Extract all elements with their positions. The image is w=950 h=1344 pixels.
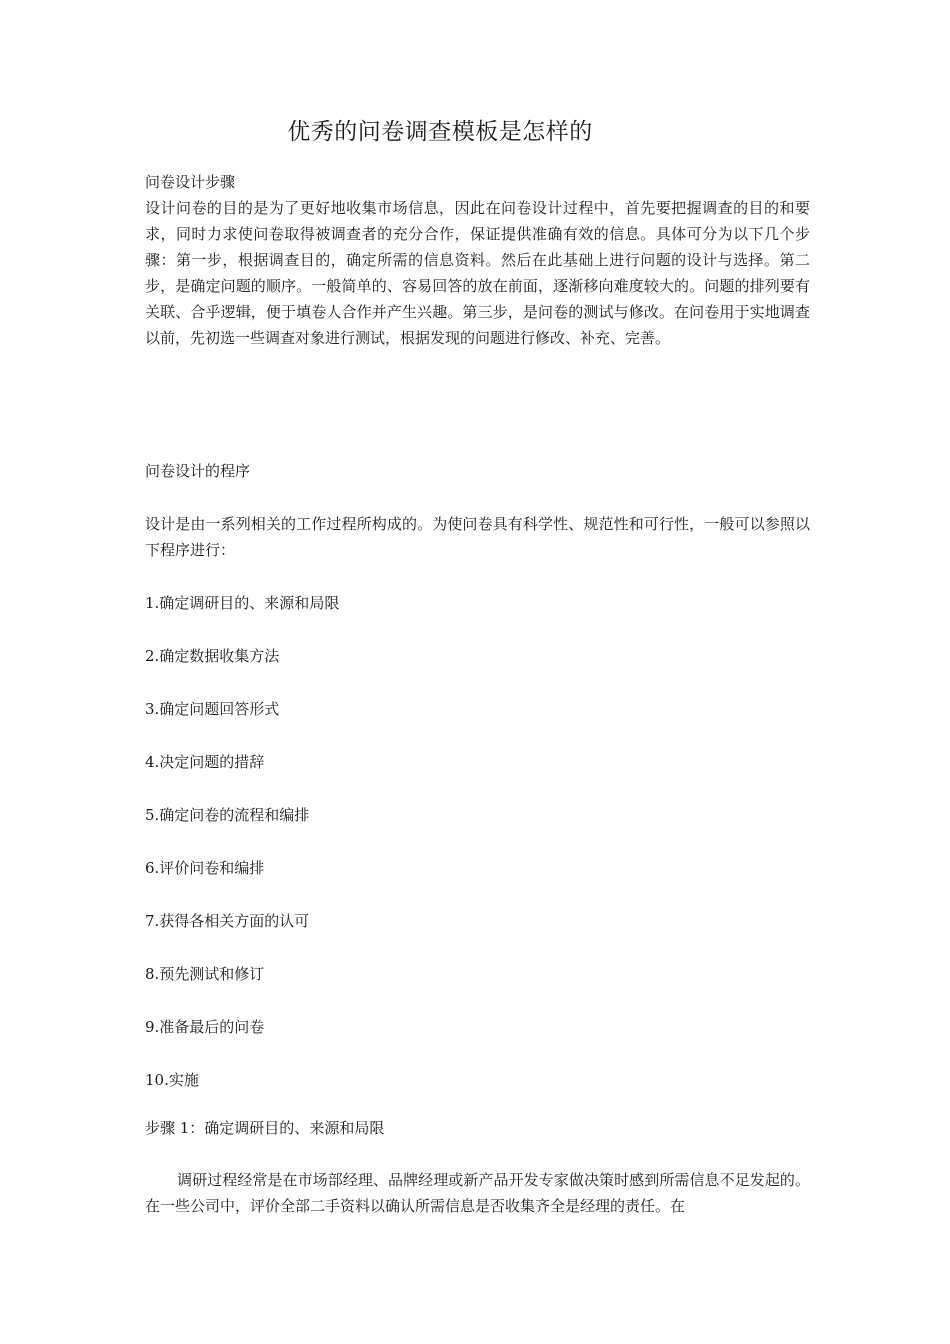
list-item: 5.确定问卷的流程和编排 bbox=[145, 806, 310, 824]
list-item: 7.获得各相关方面的认可 bbox=[145, 912, 310, 930]
list-item: 1.确定调研目的、来源和局限 bbox=[145, 594, 340, 612]
list-item: 10.实施 bbox=[145, 1071, 199, 1089]
paragraph-step-1: 调研过程经常是在市场部经理、品牌经理或新产品开发专家做决策时感到所需信息不足发起的。在一些公司中，评价全部二手资料以确认所需信息是否收集齐全是经理的责任。在 bbox=[145, 1171, 810, 1215]
section-heading-design-steps: 问卷设计步骤 bbox=[145, 173, 236, 191]
list-item: 6.评价问卷和编排 bbox=[145, 859, 265, 877]
section-heading-step-1: 步骤 1：确定调研目的、来源和局限 bbox=[145, 1119, 385, 1137]
list-item: 3.确定问题回答形式 bbox=[145, 700, 280, 718]
paragraph-design-procedure: 设计是由一系列相关的工作过程所构成的。为使问卷具有科学性、规范性和可行性，一般可以参照以下程序进行： bbox=[145, 515, 810, 559]
paragraph-design-steps: 设计问卷的目的是为了更好地收集市场信息，因此在问卷设计过程中，首先要把握调查的目的和要求，同时力求使问卷取得被调查者的充分合作，保证提供准确有效的信息。具体可分为以下几个步骤：第一步，根据调查目的，确定所需的信息资料。然后在此基础上进行问题的设计与选择。第二步，是确定问题的顺序。一般简单的、容易回答的放在前面，逐渐移向难度较大的。问题的排列要有关联、合乎逻辑，便于填卷人合作并产生兴趣。第三步，是问卷的测试与修改。在问卷用于实地调查以前，先初选一些调查对象进行测试，根据发现的问题进行修改、补充、完善。 bbox=[145, 199, 810, 347]
list-item: 9.准备最后的问卷 bbox=[145, 1018, 265, 1036]
procedure-steps-list bbox=[145, 588, 339, 1118]
section-heading-design-procedure: 问卷设计的程序 bbox=[145, 462, 251, 480]
page-title: 优秀的问卷调查模板是怎样的 bbox=[287, 119, 593, 145]
list-item: 2.确定数据收集方法 bbox=[145, 647, 280, 665]
list-item: 4.决定问题的措辞 bbox=[145, 753, 265, 771]
list-item: 8.预先测试和修订 bbox=[145, 965, 265, 983]
